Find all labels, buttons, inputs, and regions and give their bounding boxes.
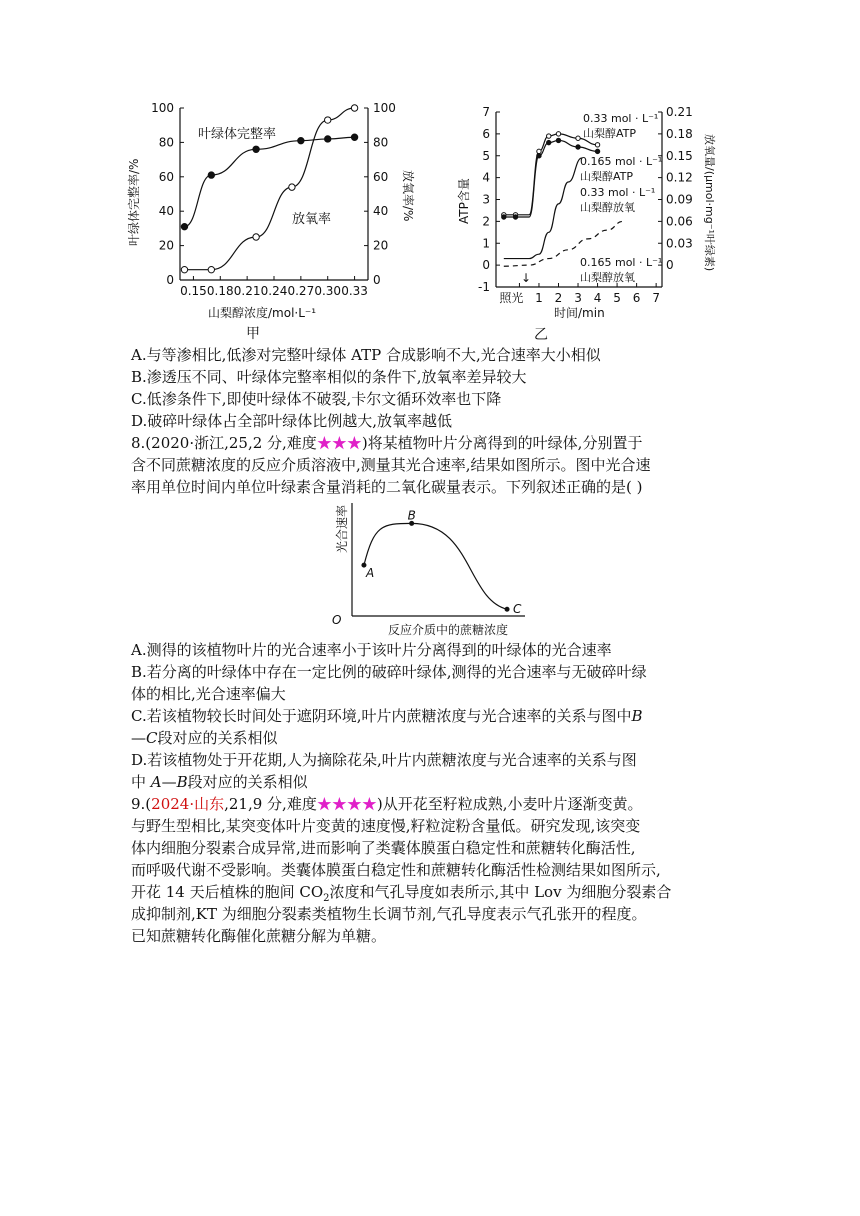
jia-y-tick-label-left: 0	[166, 273, 174, 287]
yi-x-tick-label: 2	[554, 291, 563, 305]
jia-y-tick-label-left: 100	[151, 101, 174, 115]
q9-meta: ,21,9 分,难度	[224, 795, 317, 813]
jia-ylabel-right: 放氧率/%	[401, 170, 415, 222]
yi-y-tick-label-right: 0.03	[666, 236, 693, 251]
q8-difficulty-stars: ★★★	[316, 434, 362, 452]
yi-label-2b: 山梨醇ATP	[580, 170, 634, 183]
yi-y-tick-label-right: 0	[666, 258, 674, 273]
yi-point-1	[547, 140, 551, 144]
q8-option-c-text2: 段对应的关系相似	[157, 729, 278, 747]
yi-label-4a: 0.165 mol · L⁻¹	[580, 256, 663, 269]
jia-y-tick-label-right: 20	[373, 238, 389, 253]
yi-y-tick-label-left: 4	[482, 170, 490, 185]
q8-option-a: A.测得的该植物叶片的光合速率小于该叶片分离得到的叶绿体的光合速率	[131, 641, 612, 659]
jia-point-1	[181, 266, 187, 272]
yi-y-tick-label-left: 1	[482, 236, 490, 251]
jia-point-0	[298, 137, 304, 143]
yi-x-tick-label: 3	[574, 291, 582, 305]
q8-ylabel: 光合速率	[335, 504, 349, 553]
chart-yi	[450, 104, 730, 346]
q9-number: 9.(	[131, 795, 152, 813]
yi-y-tick-label-right: 0.21	[666, 105, 693, 119]
q8-option-d-dash: —	[161, 773, 177, 791]
yi-y-tick-label-left: -1	[478, 280, 490, 294]
jia-point-1	[325, 117, 331, 123]
yi-y-tick-label-right: 0.15	[666, 148, 693, 163]
yi-point-0	[547, 134, 551, 138]
yi-point-0	[556, 132, 560, 136]
q8-axes	[352, 503, 525, 616]
q9-stem-line3: 体内细胞分裂素合成异常,进而影响了类囊体膜蛋白稳定性和蔗糖转化酶活性,	[131, 839, 636, 857]
yi-y-tick-label-right: 0.12	[666, 170, 693, 185]
q9-stem-line1	[131, 793, 642, 815]
q8-origin: O	[332, 613, 342, 627]
chart-q8	[330, 498, 530, 640]
yi-label-1b: 山梨醇ATP	[583, 127, 637, 140]
q8-marks	[361, 508, 522, 616]
q8-stem-line3: 率用单位时间内单位叶绿素含量消耗的二氧化碳量表示。下列叙述正确的是( )	[131, 478, 643, 496]
jia-y-tick-label-left: 60	[158, 169, 174, 184]
q8-xlabel: 反应介质中的蔗糖浓度	[388, 623, 509, 637]
q8-option-d-point-b: B	[176, 773, 188, 791]
q8-option-c-point-b: B	[631, 707, 643, 725]
jia-point-1	[208, 266, 214, 272]
yi-x-tick-label: 7	[652, 291, 660, 305]
yi-y-tick-label-left: 5	[482, 148, 490, 163]
yi-y-tick-label-right: 0.06	[666, 214, 693, 229]
q8-option-b-line2: 体的相比,光合速率偏大	[131, 685, 286, 703]
q8-option-c-dash: —	[131, 729, 146, 747]
q7-option-b: B.渗透压不同、叶绿体完整率相似的条件下,放氧率差异较大	[131, 368, 527, 386]
q8-point-label-a: A	[365, 566, 375, 581]
jia-y-tick-label-right: 60	[373, 169, 389, 184]
yi-y-tick-label-right: 0.09	[666, 192, 693, 207]
q9-stem-text: )从开花至籽粒成熟,小麦叶片逐渐变黄。	[376, 795, 643, 813]
yi-point-0	[576, 136, 580, 140]
q8-curve	[364, 523, 507, 609]
yi-label-3a: 0.33 mol · L⁻¹	[580, 186, 656, 199]
jia-point-1	[351, 105, 357, 111]
q8-option-d-text2: 段对应的关系相似	[187, 773, 308, 791]
q9-source: 2024·山东	[151, 795, 225, 813]
yi-x-tick-label: 6	[632, 291, 641, 305]
q8-point-c	[505, 607, 510, 612]
q7-option-c: C.低渗条件下,即使叶绿体不破裂,卡尔文循环效率也下降	[131, 390, 502, 408]
yi-point-1	[513, 215, 517, 219]
jia-x-tick-label: 0.18	[206, 284, 234, 298]
jia-x-tick-label: 0.21	[233, 284, 261, 298]
jia-point-1	[253, 234, 259, 240]
yi-point-1	[556, 138, 560, 142]
yi-xlabel: 时间/min	[554, 306, 605, 320]
jia-y-tick-label-right: 0	[373, 273, 381, 287]
yi-x-tick-label: 4	[593, 291, 602, 305]
q7-option-a: A.与等渗相比,低渗对完整叶绿体 ATP 合成影响不大,光合速率大小相似	[131, 346, 601, 364]
yi-light-arrow: ↓	[521, 271, 532, 285]
q8-stem-line2: 含不同蔗糖浓度的反应介质溶液中,测量其光合速率,结果如图所示。图中光合速	[131, 456, 651, 474]
jia-y-tick-label-right: 40	[373, 204, 389, 219]
q9-stem-line7: 已知蔗糖转化酶催化蔗糖分解为单糖。	[131, 927, 387, 945]
yi-series-line-2	[504, 158, 582, 259]
yi-label-2a: 0.165 mol · L⁻¹	[580, 155, 663, 168]
jia-point-0	[253, 146, 259, 152]
jia-x-tick-label: 0.24	[260, 284, 288, 298]
yi-y-tick-label-right: 0.18	[666, 126, 693, 141]
yi-y-tick-label-left: 3	[482, 192, 490, 207]
jia-point-0	[208, 172, 214, 178]
yi-x-tick-label: 照光	[499, 291, 524, 305]
yi-x-tick-label: 1	[535, 291, 543, 305]
q8-option-d-pre: 中	[131, 773, 151, 791]
yi-y-tick-label-left: 2	[482, 214, 490, 229]
jia-y-tick-label-left: 40	[158, 204, 174, 219]
jia-point-1	[289, 184, 295, 190]
jia-x-tick-label: 0.33	[341, 284, 368, 298]
q9-stem-line5-a: 开花 14 天后植株的胞间 CO	[131, 883, 324, 901]
jia-y-tick-label-left: 80	[158, 135, 174, 150]
jia-point-0	[181, 223, 187, 229]
q8-option-c-point-c: C	[146, 729, 158, 747]
q8-option-c-text: C.若该植物较长时间处于遮阴环境,叶片内蔗糖浓度与光合速率的关系与图中	[131, 707, 632, 725]
yi-y-tick-label-left: 0	[482, 258, 490, 273]
yi-point-0	[595, 143, 599, 147]
q9-stem-line5-b: 浓度和气孔导度如表所示,其中 Lov 为细胞分裂素合	[329, 883, 672, 901]
q8-option-b-line1: B.若分离的叶绿体中存在一定比例的破碎叶绿体,测得的光合速率与无破碎叶绿	[131, 663, 647, 681]
jia-y-tick-label-left: 20	[158, 238, 174, 253]
q8-point-label-b: B	[407, 508, 416, 523]
jia-y-tick-label-right: 100	[373, 101, 396, 115]
yi-ylabel-right: 放氧量/(μmol·mg⁻¹叶绿素)	[703, 134, 716, 272]
jia-x-tick-label: 0.27	[287, 284, 315, 298]
jia-point-0	[351, 134, 357, 140]
jia-caption: 甲	[246, 326, 260, 342]
q8-option-d-line2	[131, 771, 308, 793]
yi-label-3b: 山梨醇放氧	[580, 201, 635, 214]
jia-series-label-oxygen: 放氧率	[292, 212, 332, 227]
yi-x-tick-label: 5	[613, 291, 621, 305]
q9-stem-line2: 与野生型相比,某突变体叶片变黄的速度慢,籽粒淀粉含量低。研究发现,该突变	[131, 817, 641, 835]
yi-y-tick-label-left: 7	[482, 105, 490, 119]
q9-stem-line4: 而呼吸代谢不受影响。类囊体膜蛋白稳定性和蔗糖转化酶活性检测结果如图所示,	[131, 861, 661, 879]
q9-difficulty-stars: ★★★★	[316, 795, 377, 813]
jia-ylabel-left: 叶绿体完整率/%	[127, 158, 141, 246]
yi-label-1a: 0.33 mol · L⁻¹	[583, 112, 659, 125]
q7-option-d: D.破碎叶绿体占全部叶绿体比例越大,放氧率越低	[131, 412, 453, 430]
yi-ylabel-left: ATP含量	[457, 178, 471, 224]
yi-point-1	[595, 149, 599, 153]
chart-jia	[120, 98, 415, 348]
q8-stem-line1	[131, 432, 642, 454]
q8-option-c-line2	[131, 727, 278, 749]
yi-y-tick-label-left: 6	[482, 126, 490, 141]
q8-source: 8.(2020·浙江,25,2 分,难度	[131, 434, 317, 452]
jia-series-label-integrity: 叶绿体完整率	[198, 127, 277, 142]
yi-point-1	[502, 215, 506, 219]
yi-point-1	[537, 154, 541, 158]
q8-stem-text: )将某植物叶片分离得到的叶绿体,分别置于	[361, 434, 643, 452]
q9-co2-subscript: 2	[323, 893, 330, 904]
yi-point-0	[537, 149, 541, 153]
q8-point-label-c: C	[513, 602, 522, 617]
q8-option-d-point-a: A	[150, 773, 162, 791]
jia-x-tick-label: 0.15	[180, 284, 207, 298]
jia-point-0	[325, 136, 331, 142]
jia-xlabel: 山梨醇浓度/mol·L⁻¹	[208, 306, 317, 320]
jia-y-tick-label-right: 80	[373, 135, 389, 150]
q8-option-d-line1: D.若该植物处于开花期,人为摘除花朵,叶片内蔗糖浓度与光合速率的关系与图	[131, 751, 637, 769]
jia-x-tick-label: 0.30	[314, 284, 342, 298]
q9-stem-line6: 成抑制剂,KT 为细胞分裂素类植物生长调节剂,气孔导度表示气孔张开的程度。	[131, 905, 647, 923]
yi-caption: 乙	[534, 327, 548, 343]
q8-option-c-line1	[131, 705, 643, 727]
yi-label-4b: 山梨醇放氧	[580, 271, 635, 284]
yi-point-1	[576, 145, 580, 149]
